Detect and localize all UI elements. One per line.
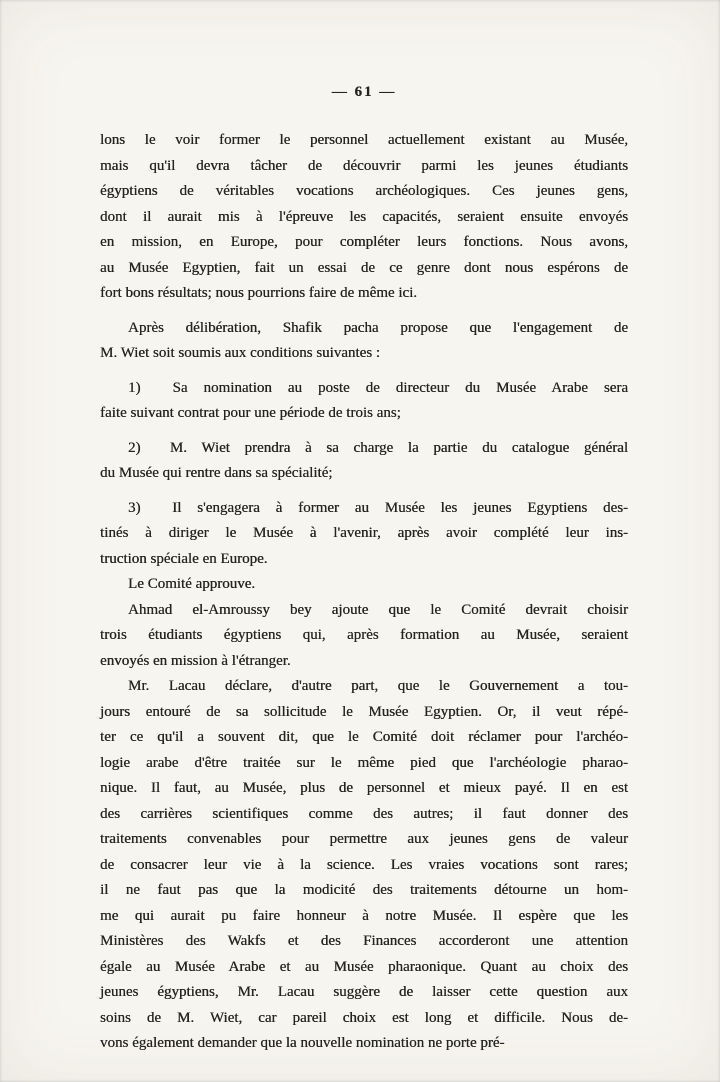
text-line: ter ce qu'il a souvent dit, que le Comité doit réclamer pour l'archéo- xyxy=(100,729,628,745)
text-line: égyptiens de véritables vocations archéologiques. Ces jeunes gens, xyxy=(100,183,628,199)
text-line: 1) Sa nomination au poste de directeur du Musée Arabe sera xyxy=(128,379,628,396)
text-line: envoyés en mission à l'étranger. xyxy=(100,652,291,669)
text-line: vons également demander que la nouvelle nomination ne porte pré- xyxy=(100,1035,505,1051)
text-line: Ahmad el-Amroussy bey ajoute que le Comité devrait choisir xyxy=(128,601,628,618)
text-line: Ministères des Wakfs et des Finances accorderont une attention xyxy=(100,933,628,949)
text-line: nique. Il faut, au Musée, plus de personnel et mieux payé. Il en est xyxy=(100,780,628,796)
text-line: dont il aurait mis à l'épreuve les capacités, seraient ensuite envoyés xyxy=(100,208,628,225)
text-line: traitements convenables pour permettre aux jeunes gens de valeur xyxy=(100,831,628,847)
text-line: en mission, en Europe, pour compléter leurs fonctions. Nous avons, xyxy=(100,234,628,250)
text-line: me qui aurait pu faire honneur à notre Musée. Il espère que les xyxy=(100,907,628,924)
text-line: il ne faut pas que la modicité des traitements détourne un hom- xyxy=(100,882,628,898)
page-number: — 61 — xyxy=(331,84,397,100)
text-line: 3) Il s'engagera à former au Musée les jeunes Egyptiens des- xyxy=(128,499,628,516)
text-line: tinés à diriger le Musée à l'avenir, après avoir complété leur ins- xyxy=(100,525,628,541)
text-line: Le Comité approuve. xyxy=(128,576,256,592)
text-line: lons le voir former le personnel actuellement existant au Musée, xyxy=(100,132,628,148)
text-line: jeunes égyptiens, Mr. Lacau suggère de laisser cette question aux xyxy=(100,984,628,1000)
text-line: truction spéciale en Europe. xyxy=(100,550,268,567)
text-line: de consacrer leur vie à la science. Les vraies vocations sont rares; xyxy=(100,856,628,873)
text-line: Après délibération, Shafik pacha propose que l'engagement de xyxy=(128,319,628,336)
text-line: jours entouré de sa sollicitude le Musée Egyptien. Or, il veut répé- xyxy=(100,703,628,720)
text-line: fort bons résultats; nous pourrions faire de même ici. xyxy=(100,285,418,301)
text-line: mais qu'il devra tâcher de découvrir parmi les jeunes étudiants xyxy=(100,157,628,174)
text-line: des carrières scientifiques comme des autres; il faut donner des xyxy=(100,805,628,822)
text-line: trois étudiants égyptiens qui, après formation au Musée, seraient xyxy=(100,627,628,643)
text-line: faite suivant contrat pour une période de trois ans; xyxy=(100,405,401,421)
list-item-3 xyxy=(100,496,628,573)
text-line: 2) M. Wiet prendra à sa charge la partie du catalogue général xyxy=(128,439,628,456)
paragraph-comite-approuve xyxy=(100,572,628,598)
text-line: au Musée Egyptien, fait un essai de ce genre dont nous espérons de xyxy=(100,259,628,276)
text-line: soins de M. Wiet, car pareil choix est long et difficile. Nous de- xyxy=(100,1009,628,1026)
list-item-2 xyxy=(100,436,628,487)
text-line: égale au Musée Arabe et au Musée pharaonique. Quant au choix des xyxy=(100,958,628,975)
paragraph-amroussy xyxy=(100,598,628,675)
paragraph-lacau xyxy=(100,674,628,1057)
text-line: M. Wiet soit soumis aux conditions suivantes : xyxy=(100,345,380,361)
list-item-1 xyxy=(100,376,628,427)
text-column xyxy=(100,128,628,1057)
text-line: Mr. Lacau déclare, d'autre part, que le Gouvernement a tou- xyxy=(128,678,628,694)
text-line: du Musée qui rentre dans sa spécialité; xyxy=(100,465,333,481)
paragraph-deliberation xyxy=(100,316,628,367)
text-line: logie arabe d'être traitée sur le même pied que l'archéologie pharao- xyxy=(100,754,628,771)
paragraph-continuation xyxy=(100,128,628,307)
